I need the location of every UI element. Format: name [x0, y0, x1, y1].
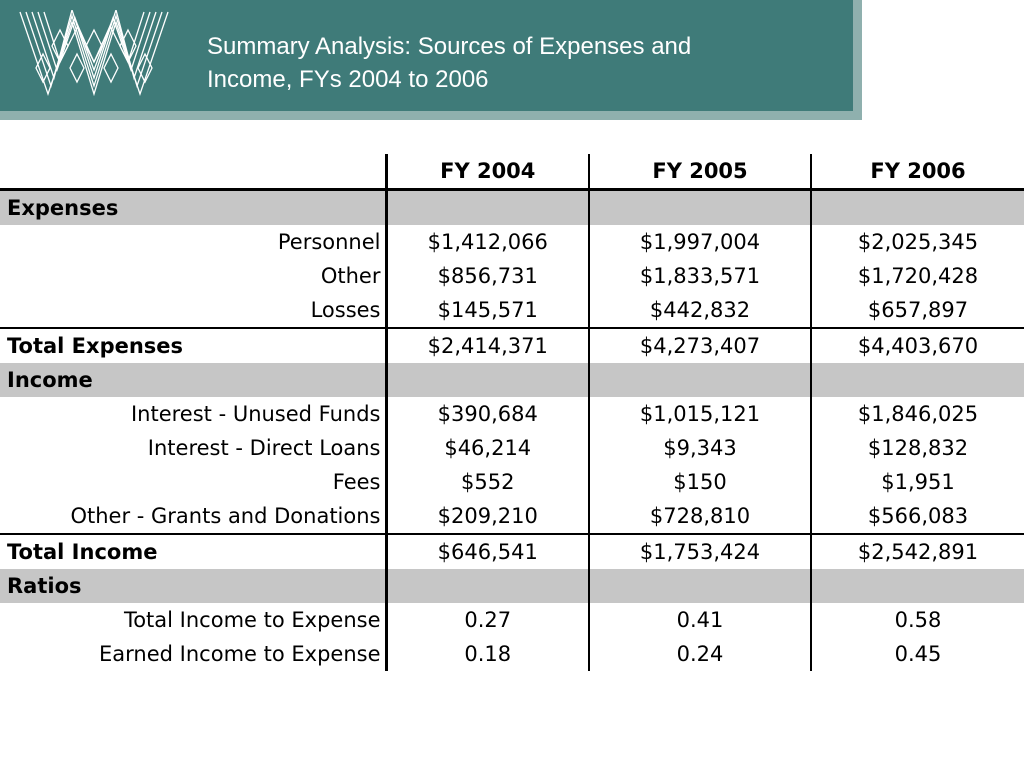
- row-label: Interest - Direct Loans: [0, 431, 386, 465]
- section-label: Expenses: [0, 190, 386, 226]
- total-value: $1,753,424: [589, 534, 811, 569]
- row-label: Other: [0, 259, 386, 293]
- slide-title: Summary Analysis: Sources of Expenses and Income, FYs 2004 to 2006: [207, 33, 692, 93]
- cell-value: $657,897: [867, 298, 969, 322]
- woven-w-logo-icon: [18, 10, 170, 96]
- row-label: Total Income to Expense: [0, 603, 386, 637]
- cell-value: $1,997,004: [589, 225, 811, 259]
- table-row: [0, 225, 1024, 259]
- cell-value: $390,684: [386, 397, 589, 431]
- total-value: $646,541: [386, 534, 589, 569]
- cell-value: 0.24: [589, 637, 811, 671]
- cell-value: 0.41: [589, 603, 811, 637]
- total-value: $2,542,891: [811, 534, 1024, 569]
- cell-value: $552: [386, 465, 589, 499]
- total-value: $4,403,670: [811, 328, 1024, 363]
- total-value: $2,414,371: [386, 328, 589, 363]
- section-row-ratios: [0, 569, 1024, 603]
- title-banner: [0, 0, 853, 111]
- table-row: [0, 499, 1024, 534]
- cell-value: 0.45: [894, 642, 942, 666]
- section-label: Income: [0, 363, 386, 397]
- total-label: Total Expenses: [0, 328, 386, 363]
- header-blank: [0, 154, 386, 190]
- cell-value: $46,214: [386, 431, 589, 465]
- cell-value: $9,343: [589, 431, 811, 465]
- cell-value: $1,412,066: [386, 225, 589, 259]
- summary-table: [0, 154, 1024, 671]
- table-row: [0, 431, 1024, 465]
- section-row-expenses: [0, 190, 1024, 226]
- cell-value: $150: [589, 465, 811, 499]
- table-row: [0, 465, 1024, 499]
- table-row: [0, 603, 1024, 637]
- column-header-fy2006: FY 2006: [811, 154, 1024, 190]
- total-row-income: [0, 534, 1024, 569]
- cell-value: $145,571: [386, 293, 589, 328]
- cell-value: $1,015,121: [589, 397, 811, 431]
- table-row: [0, 259, 1024, 293]
- table-header-row: [0, 154, 1024, 190]
- section-row-income: [0, 363, 1024, 397]
- row-label: Earned Income to Expense: [0, 637, 386, 671]
- column-header-fy2004: FY 2004: [386, 154, 589, 190]
- cell-value: $1,720,428: [857, 264, 979, 288]
- table-row: [0, 397, 1024, 431]
- cell-value: $1,833,571: [589, 259, 811, 293]
- row-label: Losses: [0, 293, 386, 328]
- table-row: [0, 293, 1024, 328]
- row-label: Fees: [0, 465, 386, 499]
- column-header-fy2005: FY 2005: [589, 154, 811, 190]
- cell-value: $442,832: [589, 293, 811, 328]
- row-label: Interest - Unused Funds: [0, 397, 386, 431]
- cell-value: $209,210: [386, 499, 589, 534]
- total-label: Total Income: [0, 534, 386, 569]
- cell-value: $856,731: [386, 259, 589, 293]
- cell-value: $728,810: [589, 499, 811, 534]
- row-label: Other - Grants and Donations: [0, 499, 386, 534]
- row-label: Personnel: [0, 225, 386, 259]
- cell-value: 0.18: [386, 637, 589, 671]
- cell-value: $128,832: [867, 436, 969, 460]
- total-row-expenses: [0, 328, 1024, 363]
- cell-value: $2,025,345: [857, 230, 979, 254]
- total-value: $4,273,407: [589, 328, 811, 363]
- cell-value: $566,083: [867, 504, 969, 528]
- cell-value: 0.27: [386, 603, 589, 637]
- table-row: [0, 637, 1024, 671]
- section-label: Ratios: [0, 569, 386, 603]
- cell-value: $1,846,025: [857, 402, 979, 426]
- cell-value: 0.58: [894, 608, 942, 632]
- cell-value: $1,951: [881, 470, 955, 494]
